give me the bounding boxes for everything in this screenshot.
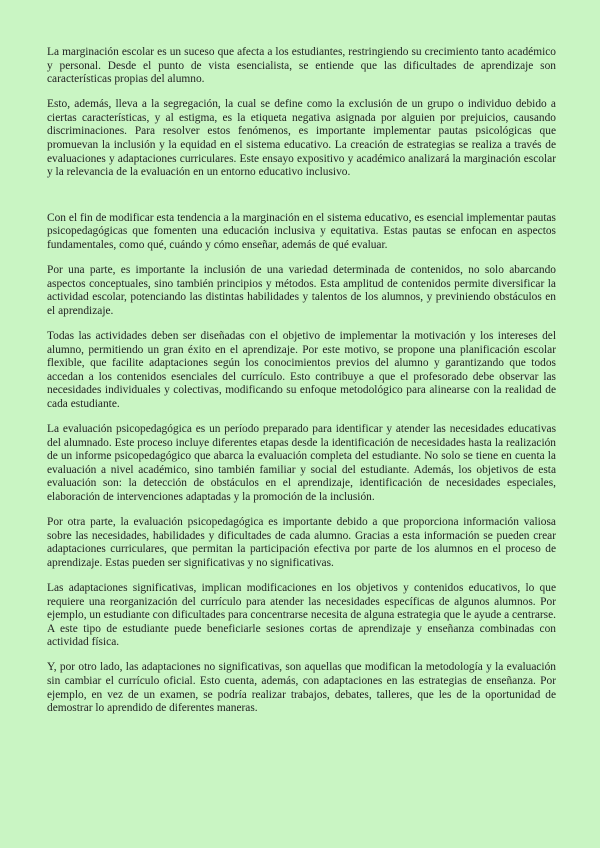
paragraph-1: La marginación escolar es un suceso que afecta a los estudiantes, restringiendo su crecimiento tanto académico y personal. Desde el punto de vista esencialista, se entiende que las dificultades de aprendizaje son características propias del alumno. xyxy=(47,46,556,86)
paragraph-9: Y, por otro lado, las adaptaciones no significativas, son aquellas que modifican la metodología y la evaluación sin cambiar el currículo oficial. Esto cuenta, además, con adaptaciones en las estrategias de enseñanza. Por ejemplo, en vez de un examen, se podría realizar trabajos, debates, talleres, que les de la oportunidad de demostrar lo aprendido de diferentes maneras. xyxy=(47,661,556,715)
paragraph-7: Por otra parte, la evaluación psicopedagógica es importante debido a que proporciona información valiosa sobre las necesidades, habilidades y dificultades de cada alumno. Gracias a esta información se pueden crear adaptaciones curriculares, que permitan la participación efectiva por parte de los alumnos en el proceso de aprendizaje. Estas pueden ser significativas y no significativas. xyxy=(47,516,556,569)
paragraph-3: Con el fin de modificar esta tendencia a la marginación en el sistema educativo, es esencial implementar pautas psicopedagógicas que fomenten una educación inclusiva y equitativa. Estas pautas se enfocan en aspectos fundamentales, como qué, cuándo y cómo enseñar, además de qué evaluar. xyxy=(47,211,556,252)
paragraph-5: Todas las actividades deben ser diseñadas con el objetivo de implementar la motivación y los intereses del alumno, permitiendo un gran éxito en el aprendizaje. Por este motivo, se propone una planificación escolar flexible, que facilite adaptaciones según los conocimientos previos del alumno y garantizando que todos accedan a los contenidos esenciales del currículo. Esto contribuye a que el profesorado debe observar las necesidades individuales y colectivas, modificando su enfoque metodológico para alinearse con la realidad de cada estudiante. xyxy=(47,330,556,410)
document-body xyxy=(47,46,556,727)
paragraph-2: Esto, además, lleva a la segregación, la cual se define como la exclusión de un grupo o individuo debido a ciertas características, y al estigma, es la etiqueta negativa asignada por alguien por prejuicios, causando discriminaciones. Para resolver estos fenómenos, es importante implementar pautas psicológicas que promuevan la inclusión y la equidad en el sistema educativo. La creación de estrategias se realiza a través de evaluaciones y adaptaciones curriculares. Este ensayo expositivo y académico analizará la marginación escolar y la relevancia de la evaluación en un entorno educativo inclusivo. xyxy=(47,98,556,179)
paragraph-4: Por una parte, es importante la inclusión de una variedad determinada de contenidos, no solo abarcando aspectos conceptuales, sino también principios y métodos. Esta amplitud de contenidos permite diversificar la actividad escolar, potenciando las distintas habilidades y talentos de los alumnos, y previniendo obstáculos en el aprendizaje. xyxy=(47,264,556,317)
paragraph-8: Las adaptaciones significativas, implican modificaciones en los objetivos y contenidos educativos, lo que requiere una reorganización del currículo para atender las necesidades específicas de algunos alumnos. Por ejemplo, un estudiante con dificultades para concentrarse necesita de alguna estrategia que le ayude a centrarse. A este tipo de estudiante puede beneficiarle sesiones cortas de aprendizaje y enseñanza combinadas con actividad física. xyxy=(47,582,556,649)
paragraph-6: La evaluación psicopedagógica es un período preparado para identificar y atender las necesidades educativas del alumnado. Este proceso incluye diferentes etapas desde la identificación de necesidades hasta la realización de un informe psicopedagógico que abarca la evaluación completa del estudiante. No solo se tiene en cuenta la evaluación a nivel académico, sino también familiar y social del estudiante. Además, los objetivos de esta evaluación son: la detección de obstáculos en el aprendizaje, identificación de necesidades especiales, elaboración de intervenciones adaptadas y la promoción de la inclusión. xyxy=(47,423,556,504)
